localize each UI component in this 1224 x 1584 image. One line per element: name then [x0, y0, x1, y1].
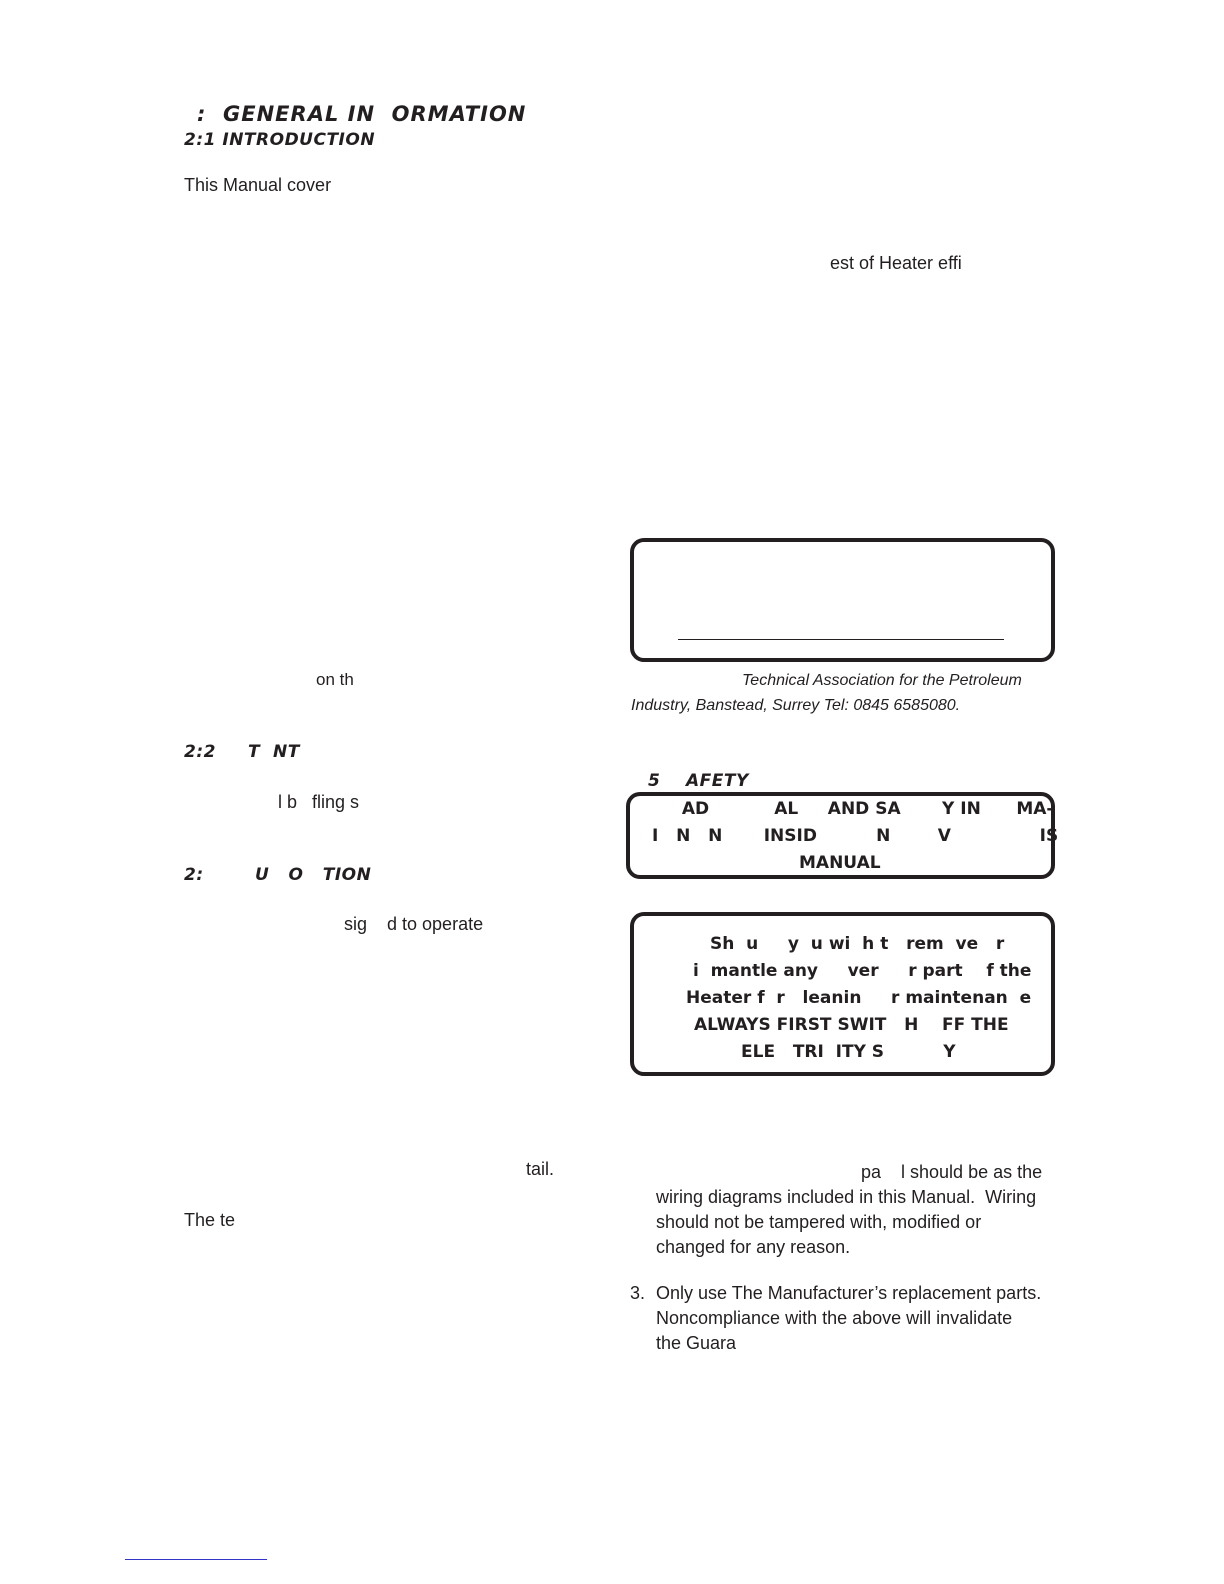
- section-heading-safety: 5 AFETY: [648, 771, 749, 791]
- item-2-line-1: pa l should be as the: [861, 1162, 1043, 1182]
- item-3-line-3: the Guara: [656, 1333, 737, 1353]
- warning-line-2: I N N INSID N V IS: [652, 826, 1059, 846]
- text-fragment-heater-efficiency: est of Heater effi: [830, 253, 962, 273]
- item-3-number: 3.: [630, 1283, 646, 1303]
- page-title: : GENERAL IN ORMATION: [197, 102, 527, 126]
- intro-paragraph: This Manual cover: [184, 175, 332, 195]
- notice-box: [630, 538, 1055, 662]
- switch-box-line-3: Heater f r leanin r maintenan e: [686, 988, 1032, 1008]
- item-2-line-2: wiring diagrams included in this Manual. Wiring: [656, 1187, 1037, 1207]
- tech-association-line-2: Industry, Banstead, Surrey Tel: 0845 6585080.: [631, 697, 961, 714]
- section-heading-2-2: 2:2 T NT: [184, 742, 300, 762]
- text-fragment-fling: l b fling s: [278, 792, 360, 812]
- section-heading-introduction: 2:1 INTRODUCTION: [184, 130, 376, 150]
- text-fragment-on-th: on th: [316, 670, 354, 689]
- switch-box-line-5: ELE TRI ITY S Y: [741, 1042, 956, 1062]
- read-manual-warning-box: [626, 792, 1059, 879]
- item-3-line-1: Only use The Manufacturer’s replacement parts.: [656, 1283, 1042, 1303]
- signature-line: [678, 639, 1004, 640]
- tech-association-line-1: Technical Association for the Petroleum: [742, 672, 1022, 689]
- warning-line-1: AD AL AND SA Y IN MA-: [670, 799, 1054, 819]
- switch-off-electricity-box: [630, 912, 1055, 1076]
- item-3-line-2: Noncompliance with the above will invalidate: [656, 1308, 1013, 1328]
- switch-box-line-1: Sh u y u wi h t rem ve r: [710, 934, 1005, 954]
- text-fragment-designed: sig d to operate: [344, 914, 484, 934]
- warning-line-3: MANUAL: [799, 853, 881, 873]
- footnote-rule: [125, 1559, 267, 1560]
- text-fragment-tail: tail.: [526, 1159, 555, 1179]
- switch-box-line-2: i mantle any ver r part f the: [693, 961, 1032, 981]
- switch-box-line-4: ALWAYS FIRST SWIT H FF THE: [694, 1015, 1009, 1035]
- item-2-line-3: should not be tampered with, modified or: [656, 1212, 982, 1232]
- item-2-line-4: changed for any reason.: [656, 1237, 851, 1257]
- text-fragment-the-te: The te: [184, 1210, 236, 1230]
- section-heading-2-3: 2: U O TION: [184, 865, 372, 885]
